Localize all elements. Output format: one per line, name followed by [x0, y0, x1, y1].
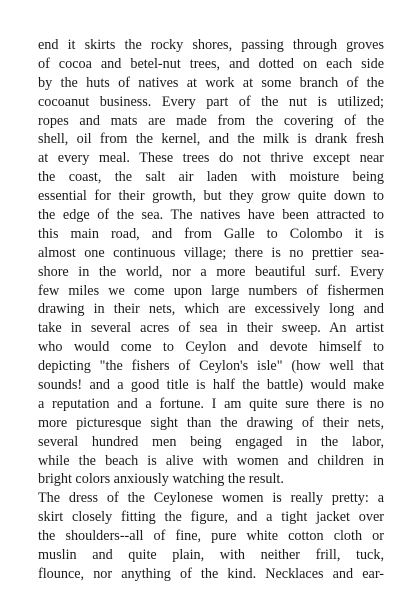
- text-line: shell, oil from the kernel, and the milk is drank fresh: [38, 131, 384, 148]
- text-line: bright colors anxiously watching the result.: [38, 471, 284, 488]
- text-line: several hundred men being engaged in the labor,: [38, 433, 384, 450]
- text-line: flounce, nor anything of the kind. Necklaces and ear-: [38, 565, 384, 582]
- text-line: while the beach is alive with women and children in: [38, 452, 384, 469]
- text-line: cocoanut business. Every part of the nut is utilized;: [38, 93, 384, 110]
- text-line: the coast, the salt air laden with moisture being: [38, 169, 384, 186]
- text-line: of cocoa and betel-nut trees, and dotted on each side: [38, 55, 384, 72]
- text-line: the edge of the sea. The natives have been attracted to: [38, 207, 384, 224]
- text-line: muslin and quite plain, with neither frill, tuck,: [38, 547, 384, 564]
- paragraph-2: [38, 489, 384, 583]
- paragraph-1: [38, 36, 384, 489]
- text-line: skirt closely fitting the figure, and a tight jacket over: [38, 509, 384, 526]
- text-line: the shoulders--all of fine, pure white cotton cloth or: [38, 528, 384, 545]
- text-line: sounds! and a good title is half the battle) would make: [38, 377, 384, 394]
- page-text: [38, 36, 384, 584]
- text-line: this main road, and from Galle to Colombo it is: [38, 225, 384, 242]
- text-line: almost one continuous village; there is no prettier sea-: [38, 244, 384, 261]
- text-line: end it skirts the rocky shores, passing through groves: [38, 37, 384, 53]
- text-line: who would come to Ceylon and devote himself to: [38, 339, 384, 356]
- text-line: depicting "the fishers of Ceylon's isle" (how well that: [38, 358, 384, 375]
- text-line: take in several acres of sea in their sweep. An artist: [38, 320, 384, 337]
- text-line: few miles we come upon large numbers of fishermen: [38, 282, 384, 299]
- text-line: by the huts of natives at work at some branch of the: [38, 74, 384, 91]
- text-line: at every meal. These trees do not thrive except near: [38, 150, 384, 167]
- text-line: essential for their growth, but they grow quite down to: [38, 188, 384, 205]
- text-line: ropes and mats are made from the covering of the: [38, 112, 384, 129]
- text-line: a reputation and a fortune. I am quite sure there is no: [38, 395, 384, 412]
- text-line: shore in the world, nor a more beautiful surf. Every: [38, 263, 384, 280]
- text-line: more picturesque sight than the drawing of their nets,: [38, 414, 384, 431]
- text-line: The dress of the Ceylonese women is really pretty: a: [38, 490, 384, 507]
- text-line: drawing in their nets, which are excessively long and: [38, 301, 384, 318]
